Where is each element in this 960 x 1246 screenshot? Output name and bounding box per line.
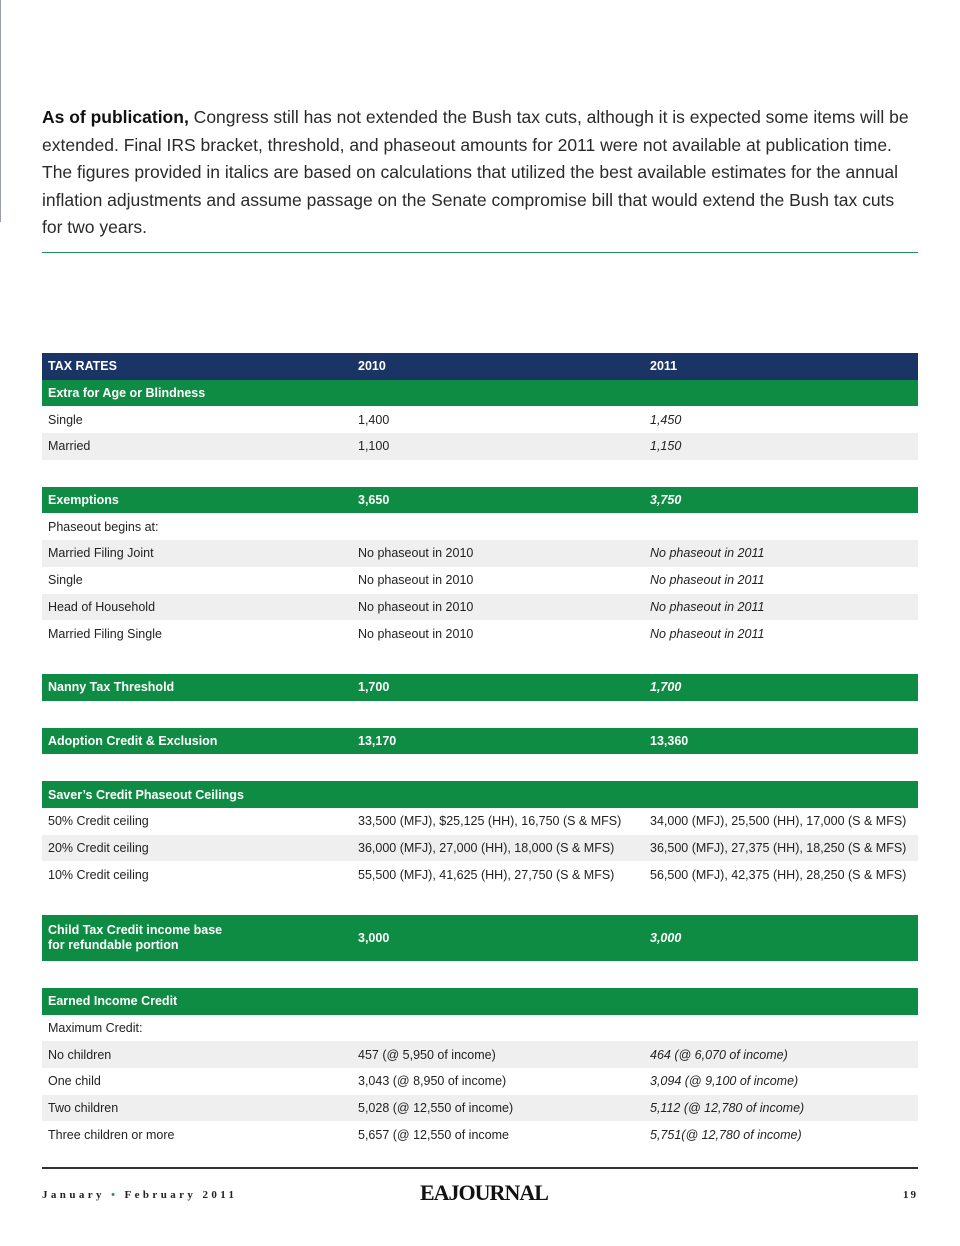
row-2011: 1,150 [650, 439, 682, 454]
section-2010: 13,170 [358, 733, 397, 748]
section-title: Exemptions [48, 493, 119, 508]
table-row [42, 567, 918, 594]
section-title: Saver’s Credit Phaseout Ceilings [48, 787, 244, 802]
row-label: Married Filing Joint [48, 546, 154, 561]
intro-lead: As of publication, [42, 107, 189, 127]
table-header-row [42, 353, 918, 380]
row-label: Head of Household [48, 599, 156, 614]
table-row [42, 808, 918, 835]
row-label: 50% Credit ceiling [48, 814, 149, 829]
row-2011: 1,450 [650, 412, 682, 427]
row-2011: No phaseout in 2011 [650, 599, 765, 614]
row-2011: No phaseout in 2011 [650, 626, 765, 641]
table-row [42, 1121, 918, 1148]
row-label: Single [48, 573, 83, 588]
section-title-line2: for refundable portion [48, 938, 179, 952]
page-number: 19 [903, 1189, 918, 1201]
section-2010: 3,650 [358, 493, 390, 508]
subheading-label: Maximum Credit: [48, 1021, 143, 1036]
row-label: Married [48, 439, 91, 454]
section-exemptions [42, 487, 918, 514]
table-row [42, 540, 918, 567]
section-title: Adoption Credit & Exclusion [48, 733, 218, 748]
row-2010: 33,500 (MFJ), $25,125 (HH), 16,750 (S & MFS) [358, 814, 622, 829]
row-2010: 55,500 (MFJ), 41,625 (HH), 27,750 (S & MFS) [358, 867, 615, 882]
footer-divider [42, 1167, 918, 1169]
table-subheading [42, 1015, 918, 1042]
row-2010: 1,100 [358, 439, 390, 454]
subheading-label: Phaseout begins at: [48, 519, 159, 534]
table-row [42, 433, 918, 460]
table-row [42, 861, 918, 888]
row-2010: No phaseout in 2010 [358, 626, 474, 641]
row-2011: No phaseout in 2011 [650, 546, 765, 561]
section-2010: 3,000 [358, 931, 390, 945]
row-2011: 464 (@ 6,070 of income) [650, 1047, 788, 1062]
intro-divider [42, 252, 918, 253]
row-2010: 5,657 (@ 12,550 of income [358, 1127, 509, 1142]
table-row [42, 594, 918, 621]
table-row [42, 1068, 918, 1095]
table-row [42, 835, 918, 862]
ea-journal-logo: EAJOURNAL [420, 1180, 548, 1205]
section-nanny-tax [42, 674, 918, 701]
section-2011: 13,360 [650, 733, 689, 748]
bullet-separator: • [111, 1189, 119, 1201]
row-2010: 457 (@ 5,950 of income) [358, 1047, 496, 1062]
header-2011: 2011 [650, 359, 678, 374]
table-subheading [42, 513, 918, 540]
intro-body: Congress still has not extended the Bush tax cuts, although it is expected some items will be extended. Final IRS bracket, threshold, and phaseout amounts for 2011 were not available at publication time. The figures provided in italics are based on calculations that utilized the best available estimates for the annual inflation adjustments and assume passage on the Senate compromise bill that would extend the Bush tax cuts for two years. [42, 107, 909, 237]
row-2011: 5,112 (@ 12,780 of income) [650, 1101, 805, 1116]
section-2011: 3,000 [650, 931, 682, 945]
tax-rates-table [42, 353, 918, 1148]
row-label: No children [48, 1047, 112, 1062]
section-2011: 1,700 [650, 680, 682, 695]
section-adoption-credit [42, 728, 918, 755]
row-2010: 5,028 (@ 12,550 of income) [358, 1101, 514, 1116]
section-2010: 1,700 [358, 680, 390, 695]
intro-paragraph [42, 104, 918, 242]
table-row [42, 620, 918, 647]
section-title [48, 915, 278, 961]
row-label: Married Filing Single [48, 626, 162, 641]
section-title: Extra for Age or Blindness [48, 386, 206, 401]
row-2011: 36,500 (MFJ), 27,375 (HH), 18,250 (S & MFS) [650, 840, 907, 855]
section-title-line1: Child Tax Credit income base [48, 922, 223, 937]
left-margin-rule [0, 0, 1, 222]
row-2010: 1,400 [358, 412, 390, 427]
header-label: TAX RATES [48, 359, 117, 374]
row-2011: 56,500 (MFJ), 42,375 (HH), 28,250 (S & MFS) [650, 867, 907, 882]
row-2010: No phaseout in 2010 [358, 573, 474, 588]
row-label: Single [48, 412, 83, 427]
section-earned-income-credit [42, 988, 918, 1015]
table-row [42, 1041, 918, 1068]
row-2011: 3,094 (@ 9,100 of income) [650, 1074, 799, 1089]
row-2010: 3,043 (@ 8,950 of income) [358, 1074, 507, 1089]
table-row [42, 1095, 918, 1122]
row-2010: 36,000 (MFJ), 27,000 (HH), 18,000 (S & MFS) [358, 840, 615, 855]
footer-month-b: February 2011 [124, 1189, 238, 1201]
row-label: Three children or more [48, 1127, 175, 1142]
section-title: Earned Income Credit [48, 994, 178, 1009]
row-2010: No phaseout in 2010 [358, 599, 474, 614]
section-title: Nanny Tax Threshold [48, 680, 175, 695]
row-2011: 34,000 (MFJ), 25,500 (HH), 17,000 (S & MFS) [650, 814, 907, 829]
footer-month-a: January [42, 1189, 105, 1201]
row-label: 20% Credit ceiling [48, 840, 149, 855]
row-2011: 5,751(@ 12,780 of income) [650, 1127, 802, 1142]
section-age-blindness [42, 380, 918, 407]
row-label: One child [48, 1074, 101, 1089]
section-2011: 3,750 [650, 493, 682, 508]
table-row [42, 406, 918, 433]
footer-issue-date [42, 1189, 237, 1201]
row-2011: No phaseout in 2011 [650, 573, 765, 588]
section-savers-credit [42, 781, 918, 808]
section-child-tax-credit [42, 915, 918, 961]
row-label: Two children [48, 1101, 119, 1116]
row-label: 10% Credit ceiling [48, 867, 149, 882]
header-2010: 2010 [358, 359, 386, 374]
row-2010: No phaseout in 2010 [358, 546, 474, 561]
